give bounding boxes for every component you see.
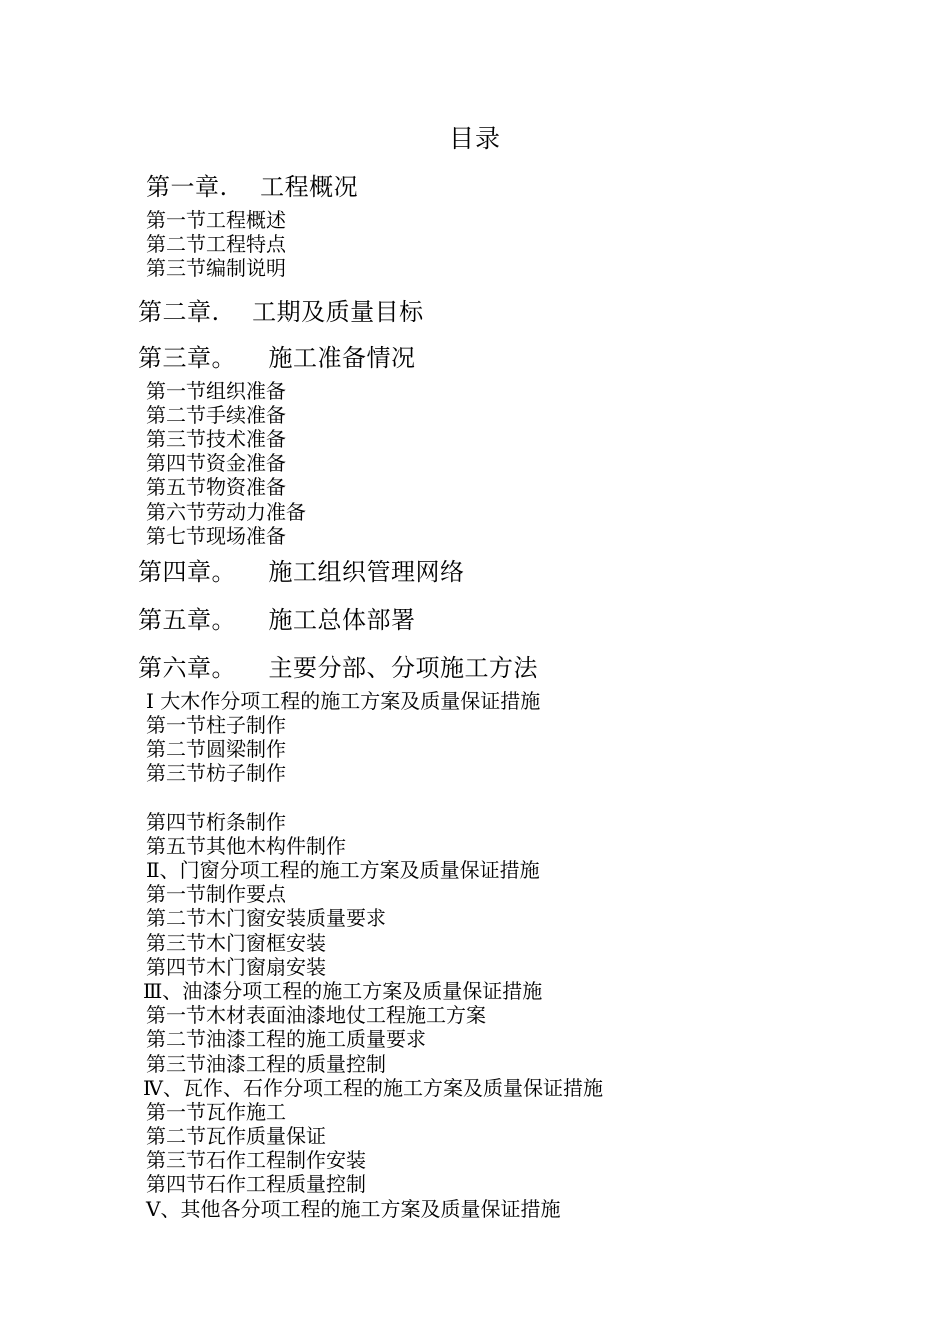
toc-section-item: 第三节油漆工程的质量控制 [146,1051,386,1076]
toc-list [0,170,950,1221]
toc-section-item: 第一节制作要点 [146,882,286,907]
toc-section-item: 第四节石作工程质量控制 [146,1172,366,1197]
toc-chapter-heading: 第四章。 施工组织管理网络 [138,557,465,586]
toc-section-item: 第二节手续准备 [146,402,286,427]
toc-part-heading: Ⅰ 大木作分项工程的施工方案及质量保证措施 [146,688,541,713]
toc-part-heading: Ⅴ、其他各分项工程的施工方案及质量保证措施 [146,1196,561,1221]
toc-chapter-heading: 第六章。 主要分部、分项施工方法 [138,653,539,682]
toc-section-item: 第三节技术准备 [146,426,286,451]
toc-chapter-heading: 第二章. 工期及质量目标 [138,297,424,326]
toc-section-item: 第一节柱子制作 [146,713,286,738]
toc-section-item: 第三节编制说明 [146,256,286,281]
toc-chapter-heading: 第三章。 施工准备情况 [138,343,416,372]
toc-section-item: 第二节工程特点 [146,232,286,257]
toc-section-item: 第二节瓦作质量保证 [146,1124,326,1149]
toc-section-item: 第七节现场准备 [146,523,286,548]
toc-section-item: 第三节石作工程制作安装 [146,1148,366,1173]
toc-section-item: 第四节木门窗扇安装 [146,954,326,979]
toc-section-item: 第三节枋子制作 [146,761,286,786]
toc-section-item: 第五节其他木构件制作 [146,833,346,858]
toc-section-item: 第四节桁条制作 [146,809,286,834]
toc-part-heading: Ⅲ、油漆分项工程的施工方案及质量保证措施 [143,978,543,1003]
toc-section-item: 第二节圆梁制作 [146,737,286,762]
toc-section-item: 第六节劳动力准备 [146,499,306,524]
toc-part-heading: Ⅳ、瓦作、石作分项工程的施工方案及质量保证措施 [143,1075,603,1100]
toc-title: 目录 [448,124,501,153]
toc-section-item: 第二节油漆工程的施工质量要求 [146,1027,426,1052]
toc-section-item: 第一节工程概述 [146,208,286,232]
blank-line [0,786,950,810]
toc-chapter-heading: 第一章. 工程概况 [146,173,359,201]
toc-section-item: 第二节木门窗安装质量要求 [146,906,386,931]
toc-section-item: 第三节木门窗框安装 [146,930,326,955]
toc-section-item: 第四节资金准备 [146,451,286,476]
toc-section-item: 第一节组织准备 [146,378,286,403]
toc-chapter-heading: 第五章。 施工总体部署 [138,605,416,634]
toc-section-item: 第五节物资准备 [146,475,286,500]
toc-section-item: 第一节瓦作施工 [146,1099,286,1124]
toc-section-item: 第一节木材表面油漆地仗工程施工方案 [146,1003,486,1028]
toc-part-heading: Ⅱ、门窗分项工程的施工方案及质量保证措施 [146,858,540,882]
